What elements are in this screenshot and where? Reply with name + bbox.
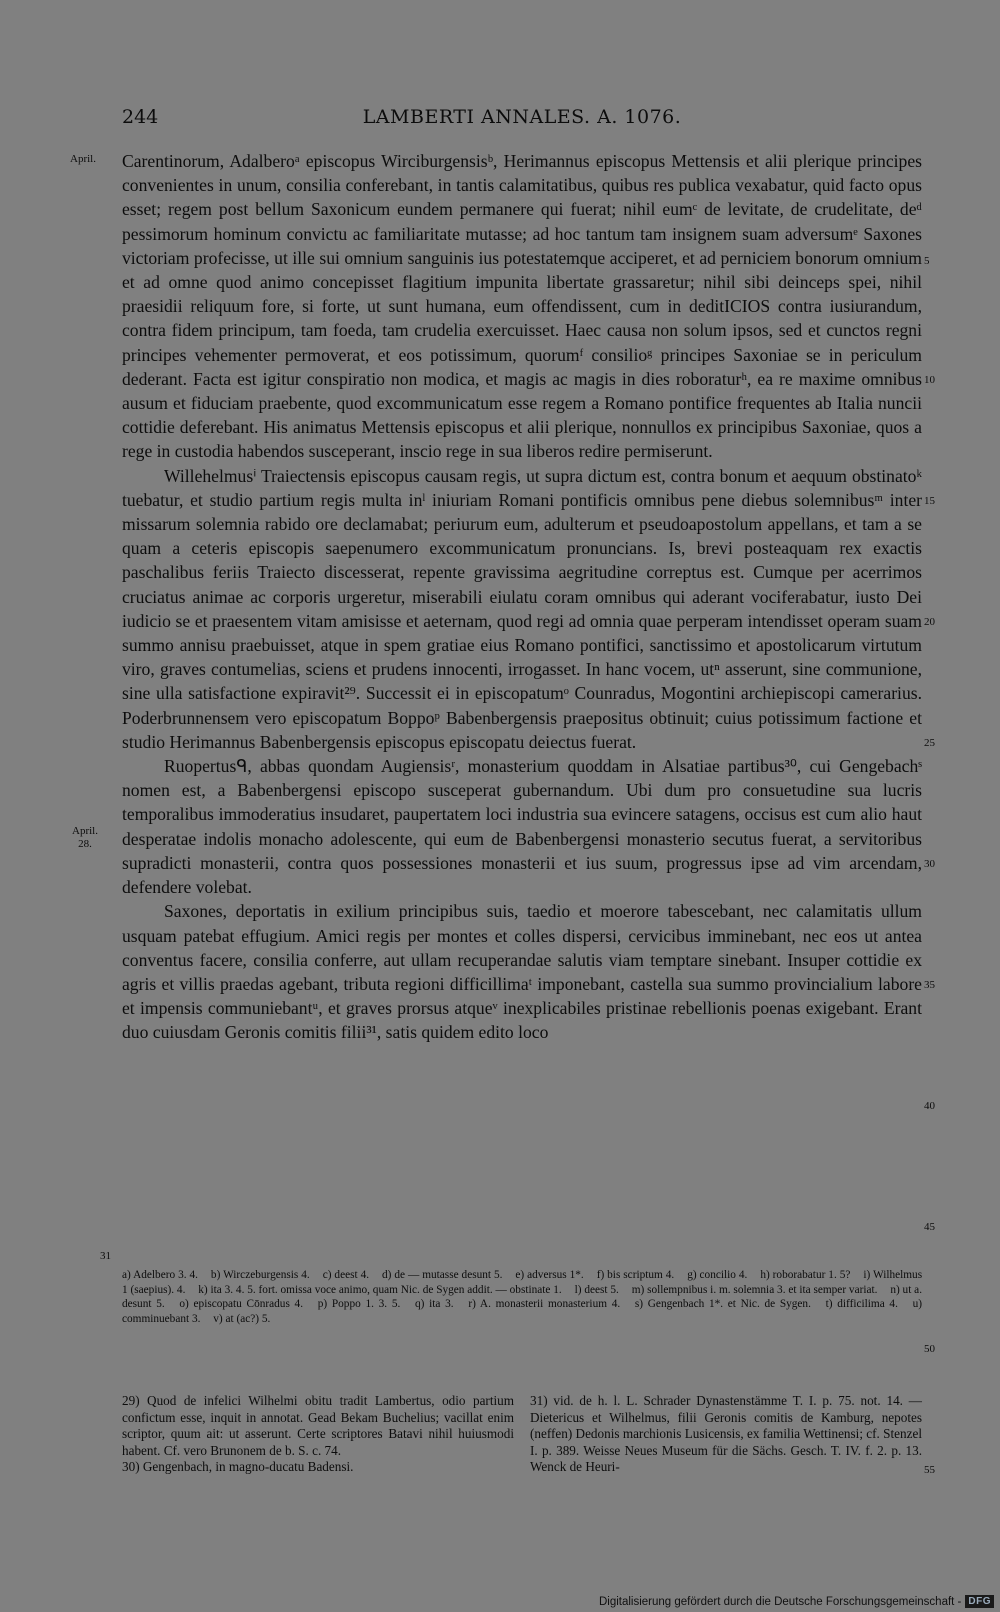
apparatus-entry: c) deest 4. [322,1269,370,1281]
notes-left-column [122,1393,514,1491]
line-number: 10 [924,374,935,386]
margin-date-april-28 [72,812,98,851]
paragraph-willehelmus: Willehelmusⁱ Traiectensis episcopus causam regis, ut supra dictum est, contra bonum et aequum obstinatoᵏ tuebatur, et studio partium regis multa inˡ iniuriam Romani pontificis omnibus pene diebus solemnibusᵐ inter missarum solemnia rabido ore declamabat; periurum eum, adulterum et pseudoapostolum appellans, et tam a se quam a ceteris episcopis saepenumero excommunicatum pronuncians. Is, brevi posteaquam rex exactis paschalibus feriis Traiecto discesserat, repente gravissima aegritudine correptus est. Cumque per acerrimos cruciatus animae ac corporis urgeretur, miserabili eiulatu coram omnibus qui aderant vociferabatur, iusto Dei iudicio se et praesentem vitam amisisse et aeternam, quod regi ad omnia quae perperam intendisset operam suam summo annisu praebuisset, atque in spem gratiae eius Romano pontifici, sanctissimo et apostolicarum virtutum viro, graves contumelias, sciens et prudens innocenti, irrogasset. In hanc vocem, utⁿ asserunt, sine communione, sine ulla satisfactione expiravit²⁹. Successit ei in episcopatumᵒ Counradus, Mogontini archiepiscopi camerarius. Poderbrunnensem vero episcopatum Boppoᵖ Babenbergensis praepositus obtinuit; cuius potissimum factione et studio Herimannus Babenbergensis episcopus episcopatu deiectus fuerat. [122,465,922,752]
apparatus-entry: e) adversus 1*. [515,1269,584,1281]
paragraph-saxones: Saxones, deportatis in exilium principibus suis, taedio et moerore tabescebant, nec calamitatis ullum usquam patebat effugium. Amici regis per montes et colles dispersi, cervicibus imminebant, nec eos ut antea conventus facere, consilia conferre, aut ullam recuperandae salutis viam temptare sinebant. Insuper cottidie ex agris et villis praedas agebant, tributa regioni difficillimaᵗ imponebant, castella sua summo provincialium labore et impensis communiebantᵘ, et graves prorsus atqueᵛ inexplicabiles pristinae rebellionis poenas exigebant. Erant duo cuiusdam Geronis comitis filii³¹, satis quidem edito loco [122,901,922,1043]
note-29-30: 29) Quod de infelici Wilhelmi obitu tradit Lambertus, odio partium confictum esse, inquit in annotat. Gead Bekam Buchelius; vacillat enim scriptor, quum ait: ut asserunt. Certe scriptores Batavi nihil huiusmodi habent. Cf. vero Brunonem de b. S. c. 74. 30) Gengenbach, in magno-ducatu Badensi. [122,1393,514,1475]
running-title: LAMBERTI ANNALES. A. 1076. [362,106,682,128]
margin-date-label: April. 28. [72,825,98,850]
apparatus-entry: v) at (ac?) 5. [213,1312,271,1325]
line-number: 25 [924,737,935,749]
paragraph-conspiracy: Carentinorum, Adalberoᵃ episcopus Wirciburgensisᵇ, Herimannus episcopus Mettensis et alii plerique principes convenientes in unum, consilia conferebant, in tantis calamitatibus, quibus res publica vexabatur, quid facto opus esset; regem post bellum Saxonicum eundem permanere qui fuerat; nihil eumᶜ de levitate, de crudelitate, deᵈ pessimorum hominum convictu ac familiaritate mutasse; ad hoc tantum tam insignem suam adversumᵉ Saxones victoriam profecisse, ut ille sui omnium sanguinis ius potestatemque acciperet, et ad perniciem bonorum omnium et ad omne quod animo concepisset flagitium impunita libertate grassaretur; nihil sibi deinceps spei, nihil praesidii reliquum fore, si forte, ut sunt humana, eum offendissent, cum in deditICIOS contra iusiurandum, contra fidem principum, tam foeda, tam crudelia exercuisset. Haec causa non solum ipsos, sed et cunctos regni principes vehementer permoverat, et eos potissimum, quorumᶠ consilioᵍ principes Saxoniae se in periculum dederant. Facta est igitur conspiratio non modica, et magis ac magis in dies roboraturʰ, ea re maxime omnibus ausum et fiduciam praebente, quod excommunicatum esse regem a Romano pontifice frequentes ab Italia nuncii cottidie deferebant. His animatus Mettensis episcopus et alii plerique, nonnullos ex principibus Saxoniae, quos a rege in custodia habendos susceperant, inscio rege in sua liberos redire permiserunt. [122,151,922,462]
line-number: 5 [924,255,930,267]
line-number: 45 [924,1221,935,1233]
main-text [122,149,922,1045]
apparatus-entry: a) Adelbero 3. 4. [122,1269,198,1281]
margin-note-31 [100,1250,111,1263]
apparatus-entry: b) Wirczeburgensis 4. [210,1269,310,1281]
line-number: 30 [924,858,935,870]
line-number: 50 [924,1343,935,1355]
editor-notes [122,1393,922,1491]
line-number: 35 [924,979,935,991]
apparatus-entry: d) de — mutasse desunt 5. [382,1269,503,1281]
apparatus-entry: t) difficilima 4. [825,1298,898,1310]
apparatus-entry: g) concilio 4. [687,1269,748,1281]
margin-date-april [70,153,96,166]
apparatus-entry: p) Poppo 1. 3. 5. [317,1298,401,1310]
paragraph-ruopertus: Ruopertusᑫ, abbas quondam Augiensisʳ, monasterium quoddam in Alsatiae partibus³⁰, cui Gengebachˢ nomen est, a Babenbergensi episcopo susceperat gubernandum. Ubi dum pro consuetudine sua lucris temporalibus immoderatius insudaret, paupertatem loci industria sua evincere satagens, occisus est cum alio haut desperatae indolis monacho adolescente, qui eum de Babenbergensi monasterio secutus fuerat, a servitoribus supradicti monasterii, contra quos possessiones monasterii et ius suum, progressus ipse ad vim arcendam, defendere volebat. [122,756,922,898]
apparatus-entry: i) Wilhelmus 1 (saepius). 4. [122,1269,923,1296]
line-number: 15 [924,495,935,507]
apparatus-entry: o) episcopatu Cōnradus 4. [179,1298,304,1310]
line-number: 40 [924,1100,935,1112]
running-header [122,106,922,132]
apparatus-entry: f) bis scriptum 4. [596,1269,675,1281]
critical-apparatus [122,1268,922,1326]
dfg-logo-icon: DFG [965,1595,994,1608]
apparatus-entry: q) ita 3. [415,1298,454,1310]
apparatus-entry: h) roborabatur 1. 5? [760,1269,851,1281]
apparatus-entry: l) deest 5. [574,1283,619,1296]
page-number: 244 [122,106,159,128]
apparatus-entry: s) Gengenbach 1*. et Nic. de Sygen. [634,1298,811,1310]
line-number: 55 [924,1464,935,1476]
margin-date-label: April. [70,153,96,165]
apparatus-entry: n) ut a. desunt 5. [122,1283,923,1310]
note-31: 31) vid. de h. l. L. Schrader Dynastenstämme T. I. p. 75. not. 14. — Dietericus et Wilhelmus, filii Geronis comitis de Kamburg, nepotes (neffen) Dedonis marchionis Lusicensis, ex familia Wettinensi; cf. Stenzel I. p. 389. Weisse Neues Museum für die Sächs. Gesch. T. IV. f. 2. p. 13. Wenck de Heuri- [530,1393,922,1475]
footer-credit: Digitalisierung gefördert durch die Deutsche Forschungsgemeinschaft - [598,1595,962,1608]
notes-right-column [530,1393,922,1491]
digitization-footer [599,1595,994,1608]
apparatus-entry: m) sollempnibus i. m. solemnia 3. et ita semper variat. [631,1283,878,1296]
apparatus-entry: k) ita 3. 4. 5. fort. omissa voce animo, quam Nic. de Sygen addit. — obstinate 1. [198,1283,562,1296]
apparatus-entry: u) comminuebant 3. [122,1298,923,1325]
margin-note-label: 31 [100,1250,111,1262]
apparatus-entry: r) A. monasterii monasterium 4. [468,1298,621,1310]
line-number: 20 [924,616,935,628]
